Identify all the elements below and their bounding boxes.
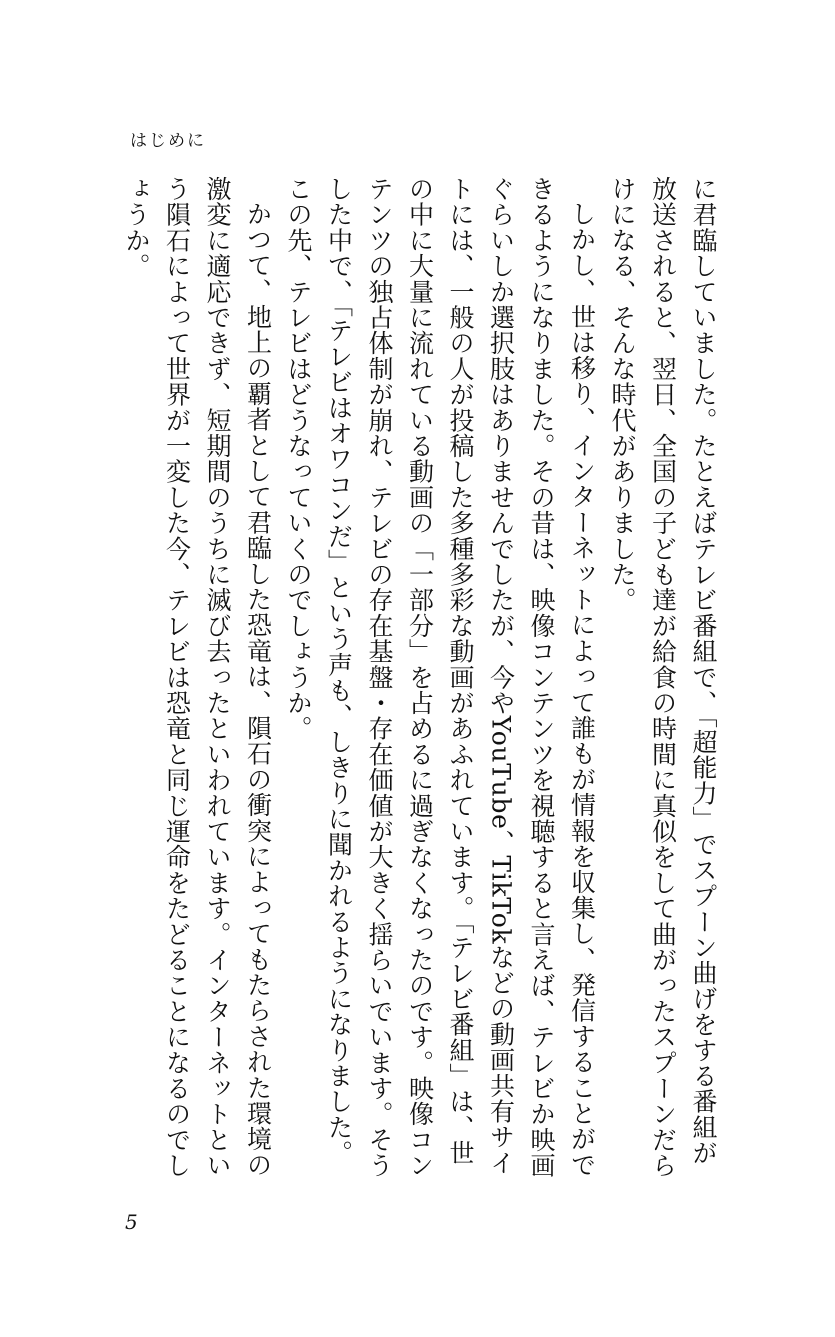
body-text	[116, 176, 724, 1186]
paragraph-1: に君臨していました。たとえばテレビ番組で、「超能力」でスプーン曲げをする番組が放送されると、翌日、全国の子ども達が給食の時間に真似をして曲がったスプーンだらけになる、そんな時代がありました。	[608, 176, 718, 1179]
paragraph-2: しかし、世は移り、インターネットによって誰もが情報を収集し、発信することができるようになりました。その昔は、映像コンテンツを視聴すると言えば、テレビか映画ぐらいしか選択肢はありませんでしたが、今やYouTube、TikTokなどの動画共有サイトには、一般の人が投稿した多種多彩な動画があふれています。「テレビ番組」は、世の中に大量に流れている動画の「一部分」を占めるに過ぎなくなったのです。映像コンテンツの独占体制が崩れ、テレビの存在基盤・存在価値が大きく揺らいでいます。そうした中で、「テレビはオワコンだ」という声も、しきりに聞かれるようになりました。この先、テレビはどうなっていくのでしょうか。	[284, 176, 597, 1179]
running-head: はじめに	[130, 131, 206, 151]
paragraph-3: かつて、地上の覇者として君臨した恐竜は、隕石の衝突によってもたらされた環境の激変に適応できず、短期間のうちに滅び去ったといわれています。インターネットという隕石によって世界が一変した今、テレビは恐竜と同じ運命をたどることになるのでしょうか。	[122, 176, 273, 1179]
page-number: 5	[125, 1210, 138, 1234]
